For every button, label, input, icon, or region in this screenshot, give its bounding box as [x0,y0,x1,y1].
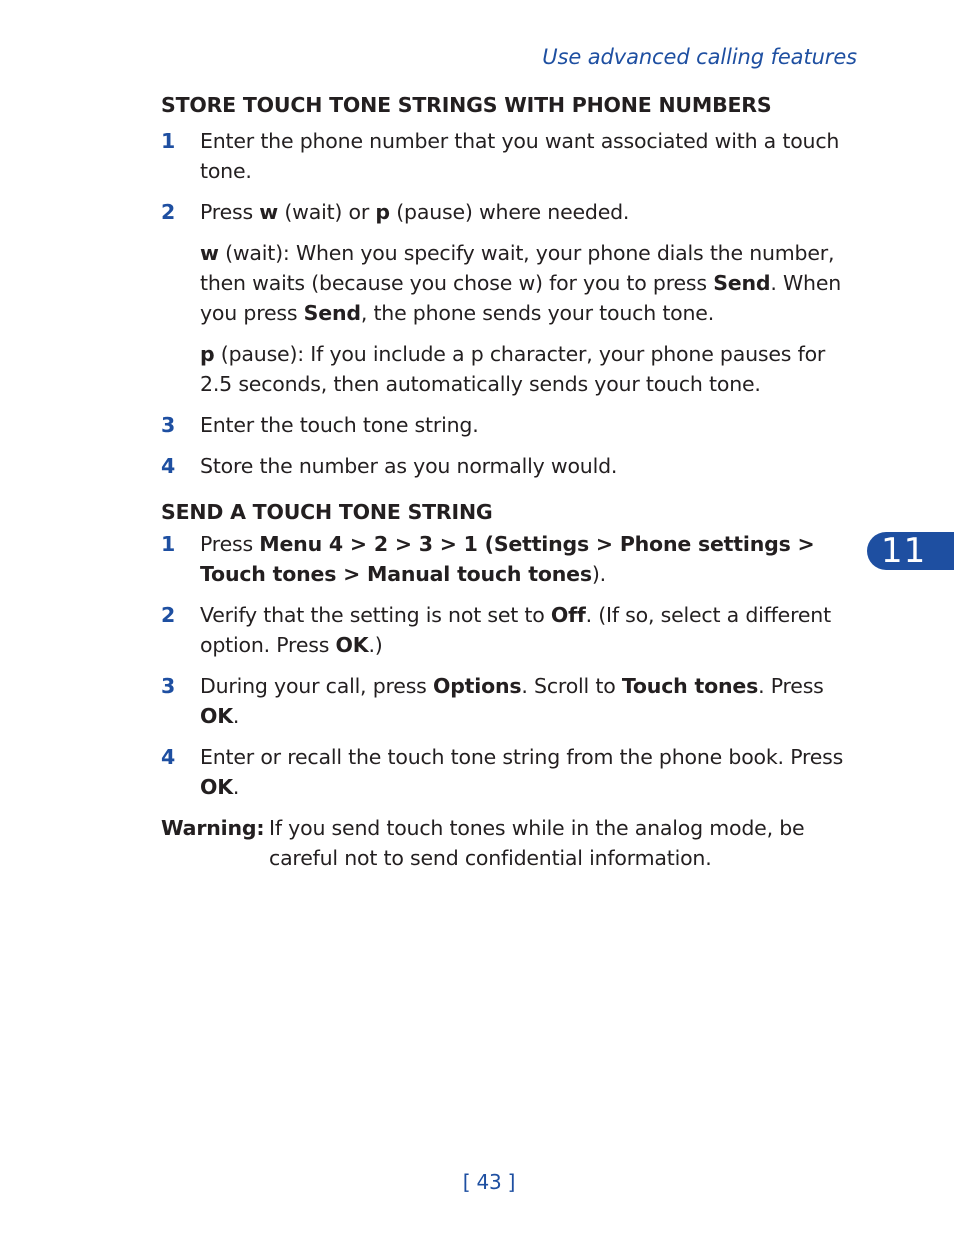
step-text: Press w (wait) or p (pause) where needed. [200,200,630,224]
main-content [161,90,861,873]
step-number: 1 [161,532,176,556]
store-step-4 [161,451,861,481]
step-number: 4 [161,745,176,769]
send-step-3 [161,671,861,731]
note-pause: p (pause): If you include a p character, your phone pauses for 2.5 seconds, then automatically sends your touch tone. [200,342,826,396]
step-number: 3 [161,674,176,698]
step-text: Press Menu 4 > 2 > 3 > 1 (Settings > Phone settings > Touch tones > Manual touch tones). [200,532,815,586]
section-heading-send-touch-tone: SEND A TOUCH TONE STRING [161,500,493,524]
warning-text: If you send touch tones while in the analog mode, be careful not to send confidential information. [269,816,805,870]
send-step-1 [161,529,861,589]
page-number: [ 43 ] [462,1170,516,1194]
step-text: Enter the touch tone string. [200,413,479,437]
step-text: During your call, press Options. Scroll to Touch tones. Press OK. [200,674,824,728]
warning-note [161,813,861,873]
step-number: 1 [161,129,176,153]
note-wait: w (wait): When you specify wait, your phone dials the number, then waits (because you chose w) for you to press Send. When you press Send, the phone sends your touch tone. [200,241,842,325]
send-step-2 [161,600,861,660]
store-step-2 [161,197,861,227]
store-step-1 [161,126,861,186]
step-number: 2 [161,200,176,224]
step-number: 2 [161,603,176,627]
send-step-4 [161,742,861,802]
menu-path: Menu 4 > 2 > 3 > 1 (Settings > Phone settings > Touch tones > Manual touch tones [200,532,815,586]
step-number: 4 [161,454,176,478]
chapter-number: 11 [881,531,927,571]
store-step-3 [161,410,861,440]
key-p: p [375,200,390,224]
step-text: Store the number as you normally would. [200,454,618,478]
step-text: Enter or recall the touch tone string from the phone book. Press OK. [200,745,844,799]
running-head: Use advanced calling features [542,45,857,69]
step-number: 3 [161,413,176,437]
step-text: Verify that the setting is not set to Off. (If so, select a different option. Press OK.) [200,603,831,657]
section-heading-store-touch-tones: STORE TOUCH TONE STRINGS WITH PHONE NUMBERS [161,93,772,117]
warning-label: Warning: [161,816,265,840]
step-text: Enter the phone number that you want associated with a touch tone. [200,129,840,183]
key-w: w [259,200,279,224]
